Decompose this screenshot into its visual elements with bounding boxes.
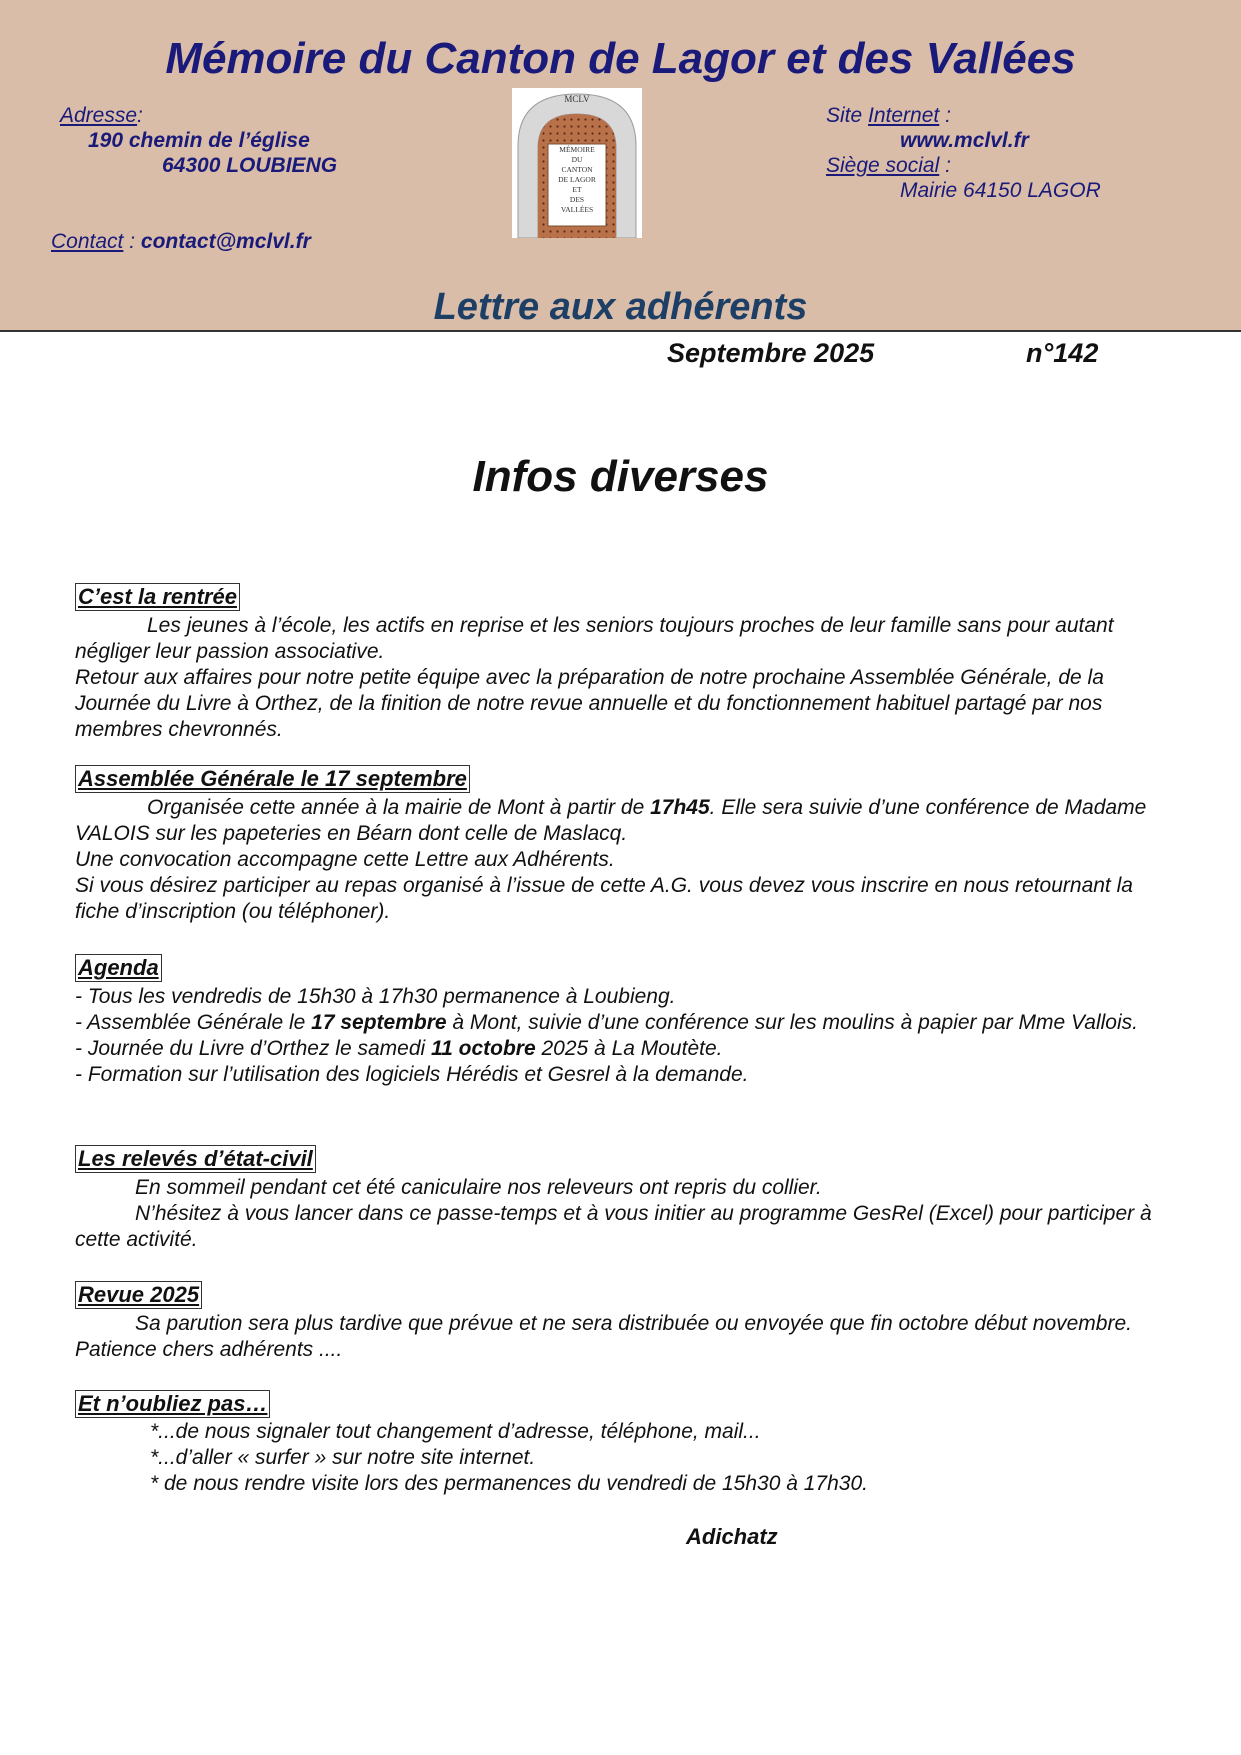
svg-text:DU: DU — [571, 155, 583, 164]
releves-paragraph-2: N’hésitez à vous lancer dans ce passe-temps et à vous initier au programme GesRel (Excel) pour participer à cette activité. — [75, 1202, 1152, 1251]
agenda-item-1: - Tous les vendredis de 15h30 à 17h30 permanence à Loubieng. — [75, 985, 676, 1008]
section-oubliez-body — [75, 1419, 1165, 1497]
revue-paragraph-1: Sa parution sera plus tardive que prévue et ne sera distribuée ou envoyée que fin octobre début novembre. Patience chers adhérents .... — [75, 1312, 1132, 1361]
svg-text:VALLÉES: VALLÉES — [560, 205, 594, 214]
agenda-item-3: - Journée du Livre d’Orthez le samedi 11 octobre 2025 à La Moutète. — [75, 1037, 723, 1060]
ag-paragraph-2: Une convocation accompagne cette Lettre aux Adhérents. — [75, 848, 615, 871]
section-rentree-title-box — [75, 583, 240, 611]
contact-email[interactable]: contact@mclvl.fr — [140, 230, 311, 253]
page-title: Infos diverses — [472, 452, 769, 501]
section-ag-title: Assemblée Générale le 17 septembre — [75, 765, 470, 793]
releves-paragraph-1: En sommeil pendant cet été caniculaire nos releveurs ont repris du collier. — [135, 1176, 822, 1199]
section-agenda-title: Agenda — [75, 954, 162, 982]
address-label-line: Adresse: — [60, 104, 143, 127]
svg-text:DE LAGOR: DE LAGOR — [558, 175, 596, 184]
section-releves-body — [75, 1175, 1165, 1253]
section-revue-title-box — [75, 1281, 202, 1309]
section-rentree-title: C’est la rentrée — [75, 583, 240, 611]
address-label: Adresse — [60, 104, 138, 127]
reminder-item-2: *...d’aller « surfer » sur notre site internet. — [150, 1446, 536, 1469]
reminder-item-1: *...de nous signaler tout changement d’adresse, téléphone, mail... — [150, 1420, 761, 1443]
svg-text:MÉMOIRE: MÉMOIRE — [559, 145, 595, 154]
newsletter-subtitle: Lettre aux adhérents — [433, 286, 808, 328]
issue-month: Septembre 2025 — [667, 338, 875, 368]
agenda-item-2: - Assemblée Générale le 17 septembre à Mont, suivie d’une conférence sur les moulins à papier par Mme Vallois. — [75, 1011, 1138, 1034]
ag-paragraph-1: Organisée cette année à la mairie de Mont à partir de 17h45. Elle sera suivie d’une conférence de Madame VALOIS sur les papeteries en Béarn dont celle de Maslacq. — [75, 796, 1147, 845]
contact-line: Contact : contact@mclvl.fr — [51, 230, 311, 253]
ag-paragraph-3: Si vous désirez participer au repas organisé à l’issue de cette A.G. vous devez vous inscrire en nous retournant la fiche d’inscription (ou téléphoner). — [75, 874, 1133, 923]
section-releves-title: Les relevés d’état-civil — [75, 1145, 316, 1173]
siege-value: Mairie 64150 LAGOR — [900, 179, 1101, 202]
rentree-paragraph-2: Retour aux affaires pour notre petite équipe avec la préparation de notre prochaine Assemblée Générale, de la Journée du Livre à Orthez, de la finition de notre revue annuelle et du fonctionnement habituel partagé par nos membres chevronnés. — [75, 666, 1104, 741]
site-url[interactable]: www.mclvl.fr — [900, 129, 1029, 152]
section-revue-title: Revue 2025 — [75, 1281, 202, 1309]
address-line2: 64300 LOUBIENG — [162, 154, 338, 177]
siege-label-line: Siège social : — [826, 154, 951, 177]
header-banner — [0, 0, 1241, 332]
contact-label: Contact — [51, 230, 124, 253]
section-oubliez-title: Et n’oubliez pas… — [75, 1390, 270, 1418]
association-title: Mémoire du Canton de Lagor et des Vallées — [165, 34, 1076, 83]
svg-text:ET: ET — [572, 185, 582, 194]
section-releves-title-box — [75, 1145, 316, 1173]
svg-text:MCLV: MCLV — [564, 94, 590, 104]
svg-text:CANTON: CANTON — [561, 165, 593, 174]
agenda-item-4: - Formation sur l’utilisation des logiciels Hérédis et Gesrel à la demande. — [75, 1063, 749, 1086]
section-revue-body — [75, 1311, 1165, 1363]
section-agenda-title-box — [75, 954, 162, 982]
reminder-item-3: * de nous rendre visite lors des permanences du vendredi de 15h30 à 17h30. — [150, 1472, 868, 1495]
site-label: Internet — [868, 104, 940, 127]
rentree-paragraph-1: Les jeunes à l’école, les actifs en reprise et les seniors toujours proches de leur famille sans pour autant négliger leur passion associative. — [75, 614, 1114, 663]
site-label-line: Site Internet : — [826, 104, 951, 127]
section-ag-title-box — [75, 765, 470, 793]
section-rentree-body — [75, 613, 1165, 743]
mclvl-logo — [512, 88, 642, 238]
svg-text:DES: DES — [569, 195, 585, 204]
signature: Adichatz — [686, 1524, 778, 1549]
issue-number: n°142 — [1026, 338, 1099, 368]
siege-label: Siège social — [826, 154, 940, 177]
section-agenda-body — [75, 984, 1165, 1088]
section-ag-body — [75, 795, 1165, 925]
address-line1: 190 chemin de l’église — [88, 129, 310, 152]
section-oubliez-title-box — [75, 1390, 270, 1418]
